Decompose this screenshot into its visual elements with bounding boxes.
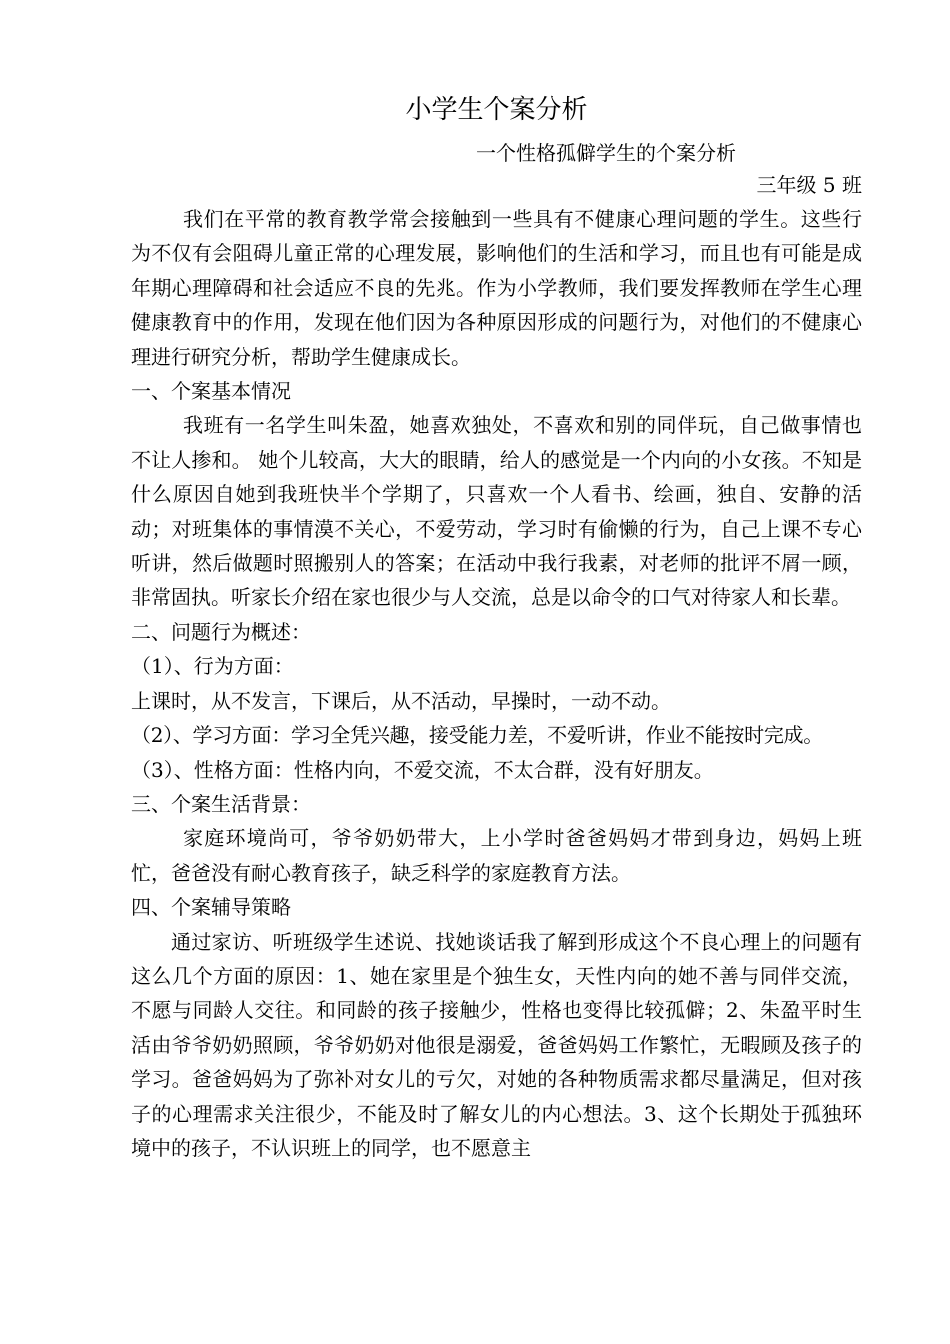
- class-label: 三年级 5 班: [756, 173, 862, 197]
- section-3-body: 家庭环境尚可，爷爷奶奶带大，上小学时爸爸妈妈才带到身边，妈妈上班忙，爸爸没有耐心教育孩子，缺乏科学的家庭教育方法。: [131, 826, 862, 885]
- section-3-heading: 三、个案生活背景：: [131, 791, 311, 816]
- section-2-item-2: （2）、学习方面：学习全凭兴趣，接受能力差，不爱听讲，作业不能按时完成。: [131, 723, 823, 748]
- document-title: 小学生个案分析: [405, 95, 588, 125]
- section-2-item-1-body: 上课时，从不发言，下课后，从不活动，早操时，一动不动。: [131, 688, 671, 713]
- section-2-item-1-label: （1）、行为方面：: [131, 654, 294, 679]
- section-1-heading: 一、个案基本情况: [131, 379, 291, 404]
- document-subtitle: 一个性格孤僻学生的个案分析: [476, 141, 736, 165]
- section-2-heading: 二、问题行为概述：: [131, 619, 311, 644]
- document-page: [131, 90, 862, 1165]
- intro-paragraph: 我们在平常的教育教学常会接触到一些具有不健康心理问题的学生。这些行为不仅有会阻碍儿童正常的心理发展，影响他们的生活和学习，而且也有可能是成年期心理障碍和社会适应不良的先兆。作为小学教师，我们要发挥教师在学生心理健康教育中的作用，发现在他们因为各种原因形成的问题行为，对他们的不健康心理进行研究分析，帮助学生健康成长。: [131, 207, 862, 369]
- section-4-body: 通过家访、听班级学生述说、找她谈话我了解到形成这个不良心理上的问题有这么几个方面的原因：1、她在家里是个独生女，天性内向的她不善与同伴交流，不愿与同龄人交往。和同龄的孩子接触少，性格也变得比较孤僻；2、朱盈平时生活由爷爷奶奶照顾，爷爷奶奶对他很是溺爱，爸爸妈妈工作繁忙，无暇顾及孩子的学习。爸爸妈妈为了弥补对女儿的亏欠，对她的各种物质需求都尽量满足，但对孩子的心理需求关注很少，不能及时了解女儿的内心想法。3、这个长期处于孤独环境中的孩子，不认识班上的同学，也不愿意主: [131, 929, 862, 1160]
- section-2-item-3: （3）、性格方面：性格内向，不爱交流，不太合群，没有好朋友。: [131, 757, 714, 782]
- section-4-heading: 四、个案辅导策略: [131, 895, 291, 920]
- section-1-body: 我班有一名学生叫朱盈，她喜欢独处，不喜欢和别的同伴玩，自己做事情也不让人掺和。 她个儿较高，大大的眼睛，给人的感觉是一个内向的小女孩。不知是什么原因自她到我班快半个学期了，只喜欢一个人看书、绘画，独自、安静的活动；对班集体的事情漠不关心，不爱劳动，学习时有偷懒的行为，自己上课不专心听讲，然后做题时照搬别人的答案；在活动中我行我素，对老师的批评不屑一顾，非常固执。听家长介绍在家也很少与人交流，总是以命令的口气对待家人和长辈。: [131, 413, 862, 610]
